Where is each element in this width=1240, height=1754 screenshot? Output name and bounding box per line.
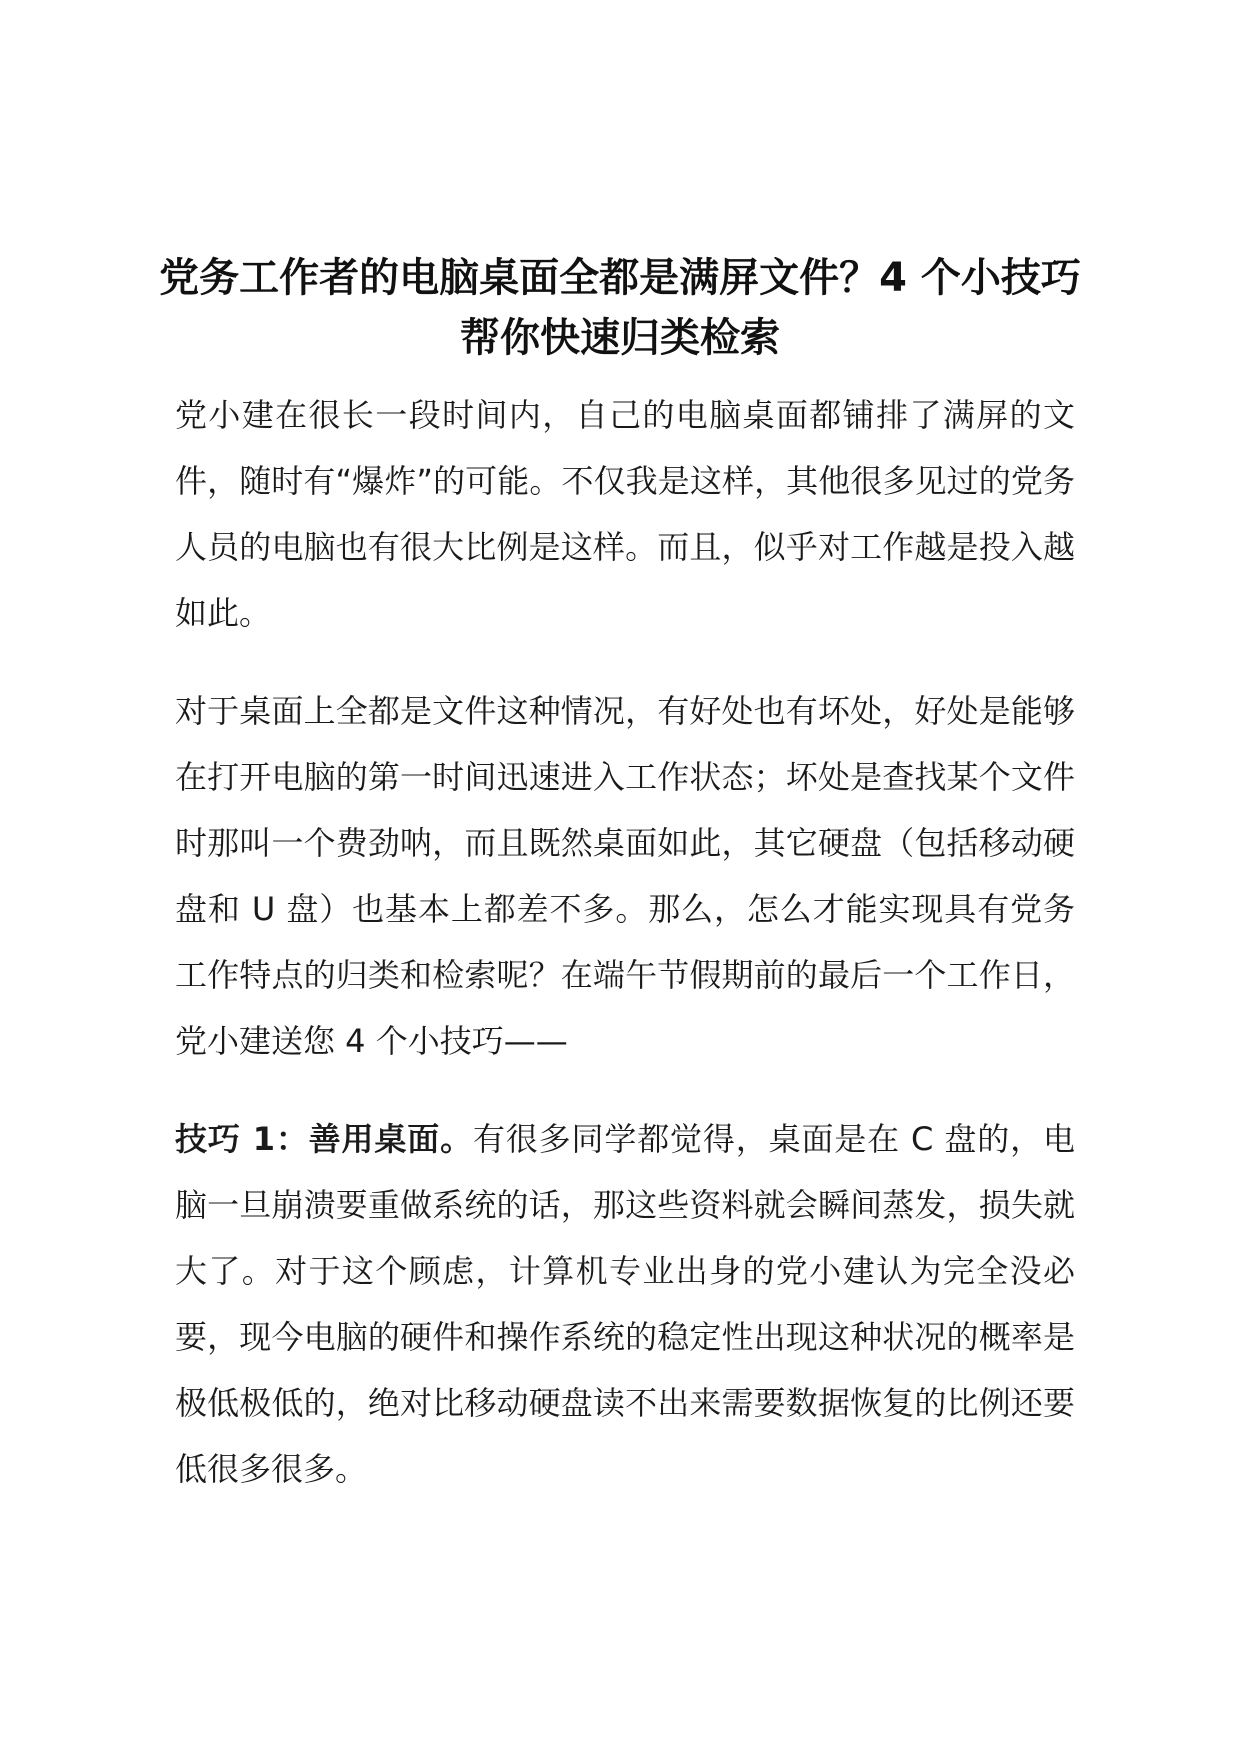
document-title: 党务工作者的电脑桌面全都是满屏文件？4 个小技巧帮你快速归类检索 bbox=[159, 255, 1081, 361]
paragraph-tip-1 bbox=[175, 1106, 1075, 1502]
paragraph-text: 党小建在很长一段时间内，自己的电脑桌面都铺排了满屏的文件，随时有“爆炸”的可能。不仅我是这样，其他很多见过的党务人员的电脑也有很大比例是这样。而且，似乎对工作越是投入越如此。 bbox=[175, 396, 1075, 632]
paragraph-intro bbox=[175, 382, 1075, 646]
tip-heading: 技巧 1：善用桌面。 bbox=[175, 1120, 473, 1158]
paragraph-text: 有很多同学都觉得，桌面是在 C 盘的，电脑一旦崩溃要重做系统的话，那这些资料就会瞬间蒸发，损失就大了。对于这个顾虑，计算机专业出身的党小建认为完全没必要，现今电脑的硬件和操作系统的稳定性出现这种状况的概率是极低极低的，绝对比移动硬盘读不出来需要数据恢复的比例还要低很多很多。 bbox=[175, 1120, 1075, 1488]
paragraph-pros-cons bbox=[175, 678, 1075, 1074]
document-body bbox=[175, 382, 1075, 1534]
paragraph-text: 对于桌面上全都是文件这种情况，有好处也有坏处，好处是能够在打开电脑的第一时间迅速进入工作状态；坏处是查找某个文件时那叫一个费劲呐，而且既然桌面如此，其它硬盘（包括移动硬盘和 U 盘）也基本上都差不多。那么，怎么才能实现具有党务工作特点的归类和检索呢？在端午节假期前的最后一个工作日，党小建送您 4 个小技巧—— bbox=[175, 692, 1075, 1060]
